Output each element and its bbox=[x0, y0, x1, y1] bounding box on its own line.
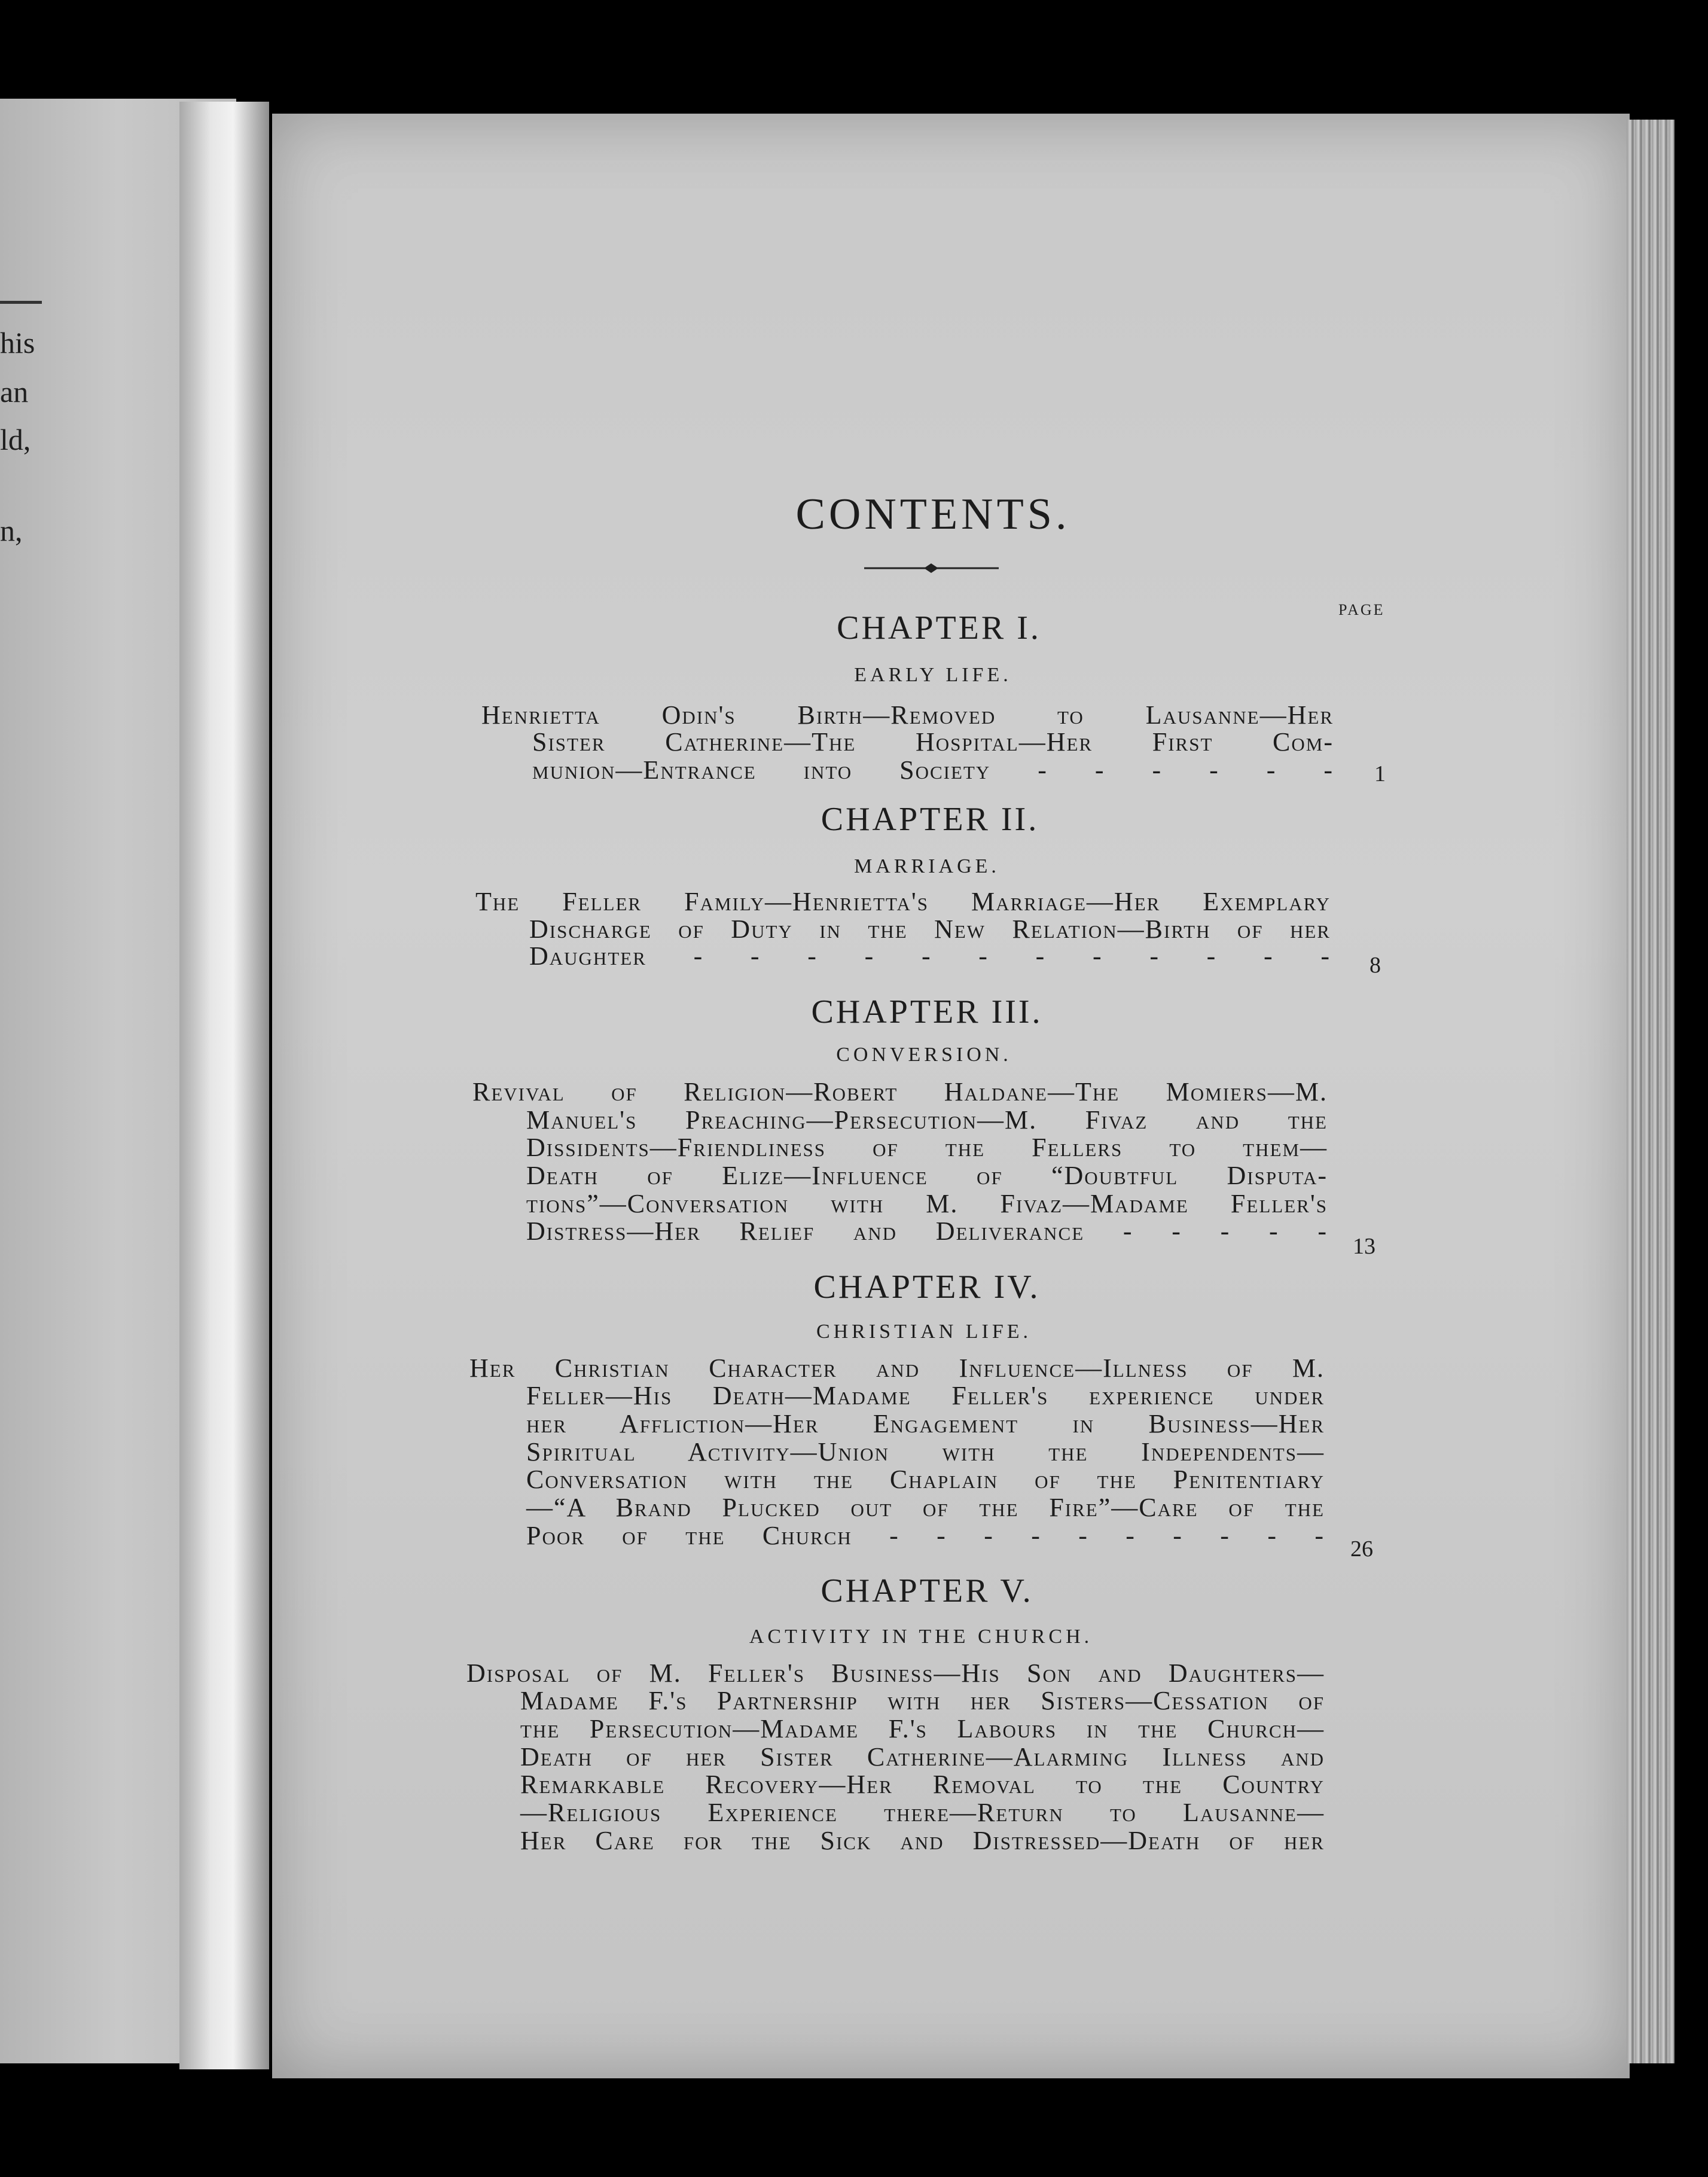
left-page-fragment: n, bbox=[0, 514, 23, 547]
summary-line: Discharge of Duty in the New Relation—Birth of her bbox=[529, 914, 1331, 944]
title-ornament-icon bbox=[864, 559, 999, 577]
summary-line: Daughter - - - - - - - - - - - - bbox=[529, 941, 1331, 971]
page-number: 26 bbox=[1350, 1536, 1373, 1562]
summary-line: Revival of Religion—Robert Haldane—The Momiers—M. bbox=[472, 1077, 1328, 1106]
summary-line: Poor of the Church - - - - - - - - - - bbox=[526, 1521, 1325, 1550]
left-page-fragment: an bbox=[0, 375, 29, 408]
summary-line: Conversation with the Chaplain of the Penitentiary bbox=[526, 1465, 1325, 1494]
summary-line: Remarkable Recovery—Her Removal to the Country bbox=[520, 1770, 1325, 1799]
chapter-heading: CHAPTER II. bbox=[821, 801, 1039, 838]
summary-line: Dissidents—Friendliness of the Fellers to them— bbox=[526, 1133, 1328, 1162]
summary-line: The Feller Family—Henrietta's Marriage—Her Exemplary bbox=[475, 887, 1331, 916]
summary-line: her Affliction—Her Engagement in Business—Her bbox=[526, 1409, 1325, 1438]
left-page-fragment: his bbox=[0, 326, 35, 359]
summary-line: Henrietta Odin's Birth—Removed to Lausanne—Her bbox=[481, 700, 1334, 730]
chapter-subtitle: EARLY LIFE. bbox=[854, 664, 1012, 686]
summary-line: Spiritual Activity—Union with the Independents— bbox=[526, 1437, 1325, 1466]
chapter-heading: CHAPTER IV. bbox=[813, 1269, 1041, 1306]
page-number: 8 bbox=[1370, 953, 1381, 978]
chapter-heading: CHAPTER III. bbox=[811, 993, 1043, 1030]
summary-line: Her Care for the Sick and Distressed—Death of her bbox=[520, 1826, 1325, 1855]
summary-line: tions”—Conversation with M. Fivaz—Madame Feller's bbox=[526, 1189, 1328, 1218]
summary-line: the Persecution—Madame F.'s Labours in the Church— bbox=[520, 1714, 1325, 1743]
summary-line: Her Christian Character and Influence—Illness of M. bbox=[469, 1353, 1325, 1383]
chapter-subtitle: ACTIVITY IN THE CHURCH. bbox=[749, 1626, 1093, 1648]
summary-line: —“A Brand Plucked out of the Fire”—Care of the bbox=[526, 1493, 1325, 1522]
summary-line: —Religious Experience there—Return to Lausanne— bbox=[520, 1798, 1325, 1827]
summary-line: Distress—Her Relief and Deliverance - - - - - bbox=[526, 1216, 1328, 1246]
page-edges bbox=[1627, 120, 1675, 2063]
chapter-subtitle: MARRIAGE. bbox=[854, 855, 1000, 877]
chapter-subtitle: CHRISTIAN LIFE. bbox=[816, 1321, 1032, 1343]
summary-line: Feller—His Death—Madame Feller's experience under bbox=[526, 1381, 1325, 1410]
left-page-fragment: ld, bbox=[0, 423, 31, 456]
summary-line: munion—Entrance into Society - - - - - - bbox=[532, 755, 1334, 785]
page-column-label: PAGE bbox=[1338, 601, 1385, 618]
summary-line: Manuel's Preaching—Persecution—M. Fivaz and the bbox=[526, 1105, 1328, 1135]
chapter-heading: CHAPTER I. bbox=[837, 609, 1041, 647]
chapter-subtitle: CONVERSION. bbox=[836, 1044, 1012, 1066]
summary-line: Death of her Sister Catherine—Alarming Illness and bbox=[520, 1742, 1325, 1772]
left-page-rule bbox=[0, 301, 42, 304]
summary-line: Disposal of M. Feller's Business—His Son and Daughters— bbox=[466, 1658, 1325, 1688]
summary-line: Death of Elize—Influence of “Doubtful Disputa- bbox=[526, 1161, 1328, 1190]
summary-line: Sister Catherine—The Hospital—Her First Com- bbox=[532, 727, 1334, 757]
book-gutter bbox=[179, 102, 269, 2069]
page-number: 1 bbox=[1374, 761, 1386, 786]
summary-line: Madame F.'s Partnership with her Sisters—Cessation of bbox=[520, 1686, 1325, 1715]
contents-title: CONTENTS. bbox=[795, 490, 1070, 539]
page-number: 13 bbox=[1353, 1234, 1375, 1259]
chapter-heading: CHAPTER V. bbox=[821, 1572, 1033, 1609]
